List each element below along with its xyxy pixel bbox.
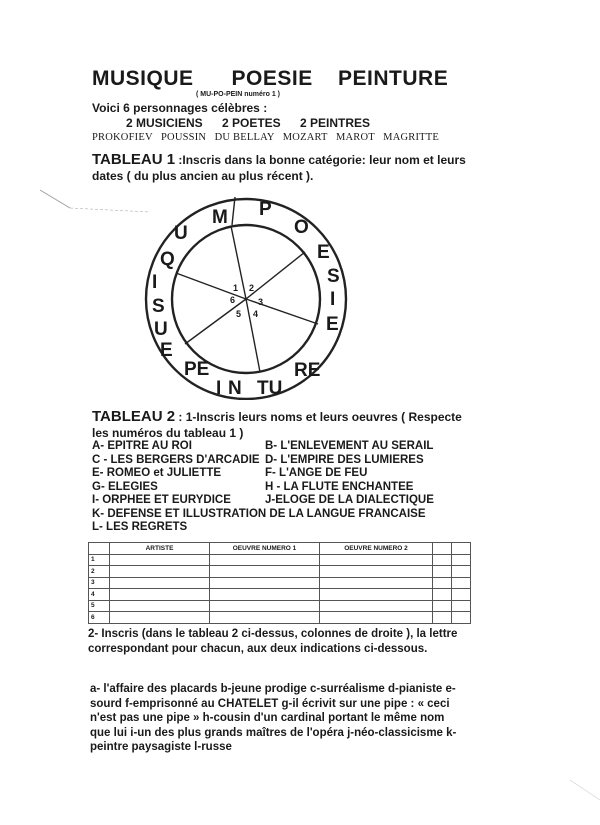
- work-j: J-ELOGE DE LA DIALECTIQUE: [265, 494, 434, 506]
- wheel-letter: P: [259, 199, 272, 220]
- wheel-letter: TU: [257, 378, 283, 399]
- row-number: 1: [89, 554, 110, 566]
- letter-cell[interactable]: [452, 577, 471, 589]
- wheel-letter: M: [212, 207, 228, 228]
- wheel-letter: E: [326, 314, 339, 335]
- wheel-letter: I: [152, 272, 158, 293]
- wheel-letter: Q: [160, 249, 175, 270]
- artiste-cell[interactable]: [110, 554, 210, 566]
- letter-cell[interactable]: [433, 577, 452, 589]
- letter-cell[interactable]: [433, 600, 452, 612]
- oeuvre2-cell[interactable]: [320, 566, 433, 578]
- oeuvre1-cell[interactable]: [210, 554, 320, 566]
- oeuvre2-cell[interactable]: [320, 577, 433, 589]
- artiste-cell[interactable]: [110, 589, 210, 601]
- table-header-cell: ARTISTE: [110, 543, 210, 555]
- sector-number: 3: [258, 297, 264, 307]
- answer-table: [88, 542, 471, 624]
- table-row: [89, 612, 471, 624]
- oeuvre2-cell[interactable]: [320, 612, 433, 624]
- artiste-cell[interactable]: [110, 612, 210, 624]
- artist-names: PROKOFIEV POUSSIN DU BELLAY MOZART MAROT MAGRITTE: [92, 132, 440, 143]
- works-row: [92, 454, 482, 468]
- works-row: [92, 467, 482, 481]
- tableau2-block: [92, 409, 477, 441]
- artiste-cell[interactable]: [110, 577, 210, 589]
- wheel-letter: E: [160, 340, 173, 361]
- oeuvre1-cell[interactable]: [210, 577, 320, 589]
- letter-cell[interactable]: [433, 554, 452, 566]
- letter-cell[interactable]: [433, 612, 452, 624]
- intro-text: Voici 6 personnages célèbres :: [92, 101, 268, 115]
- oeuvre2-cell[interactable]: [320, 600, 433, 612]
- row-number: 6: [89, 612, 110, 624]
- letter-cell[interactable]: [433, 589, 452, 601]
- work-a: A- EPITRE AU ROI: [92, 440, 192, 452]
- oeuvre1-cell[interactable]: [210, 589, 320, 601]
- wheel-letter: S: [327, 266, 340, 287]
- page-title: MUSIQUE POESIE PEINTURE: [92, 67, 449, 90]
- tableau2-heading: TABLEAU 2: [92, 408, 176, 425]
- wheel-letter: O: [294, 217, 309, 238]
- table-row: [89, 589, 471, 601]
- work-e: E- ROMEO et JULIETTE: [92, 467, 222, 479]
- work-l: L- LES REGRETS: [92, 521, 188, 533]
- sector-number: 4: [253, 309, 259, 319]
- hints-list: a- l'affaire des placards b-jeune prodige c-surréalisme d-pianiste e-sourd f-emprisonné au CHATELET g-il écrivit sur une pipe : « ceci n'est pas une pipe » h-cousin d'un cardinal portant le même nom que lui i-un des plus grands maîtres de l'opéra j-néo-classicisme k-peintre paysagiste l-russe: [90, 683, 457, 753]
- oeuvre2-cell[interactable]: [320, 589, 433, 601]
- work-k: K- DEFENSE ET ILLUSTRATION DE LA LANGUE FRANCAISE: [92, 507, 426, 520]
- category-musiciens: 2 MUSICIENS: [126, 116, 203, 130]
- works-row: [92, 440, 482, 454]
- table-row: [89, 566, 471, 578]
- sector-number: 2: [249, 283, 255, 293]
- table-header-cell: OEUVRE NUMERO 1: [210, 543, 320, 555]
- table-header-cell: [452, 543, 471, 555]
- oeuvre1-cell[interactable]: [210, 612, 320, 624]
- wheel-letter: U: [154, 319, 168, 340]
- oeuvre2-cell[interactable]: [320, 554, 433, 566]
- table-header-row: [89, 543, 471, 555]
- wheel-letter: N: [228, 378, 242, 399]
- work-d: D- L'EMPIRE DES LUMIERES: [265, 453, 424, 466]
- letter-cell[interactable]: [452, 612, 471, 624]
- works-list: [92, 440, 482, 535]
- wheel-letter: I: [216, 378, 222, 399]
- row-number: 4: [89, 589, 110, 601]
- wheel-letter: PE: [184, 359, 210, 380]
- wheel-letter: I: [330, 289, 336, 310]
- work-i: I- ORPHEE ET EURYDICE: [92, 494, 231, 506]
- sector-number: 1: [233, 283, 239, 293]
- sector-number: 5: [236, 309, 242, 319]
- oeuvre1-cell[interactable]: [210, 566, 320, 578]
- work-c: C - LES BERGERS D'ARCADIE: [92, 453, 260, 466]
- works-row: [92, 494, 482, 508]
- letter-cell[interactable]: [452, 600, 471, 612]
- question-2: 2- Inscris (dans le tableau 2 ci-dessus, colonnes de droite ), la lettre correspondant pour chacun, aux deux indications ci-dessous.: [88, 628, 458, 655]
- category-peintres: 2 PEINTRES: [300, 116, 371, 130]
- category-wheel: [140, 195, 360, 400]
- work-g: G- ELEGIES: [92, 480, 158, 493]
- tableau1-heading: TABLEAU 1: [92, 151, 176, 168]
- table-header-cell: [89, 543, 110, 555]
- wheel-letter: RE: [294, 360, 321, 381]
- letter-cell[interactable]: [452, 566, 471, 578]
- wheel-letter: S: [152, 296, 165, 317]
- table-row: [89, 577, 471, 589]
- work-h: H - LA FLUTE ENCHANTEE: [265, 480, 414, 493]
- letter-cell[interactable]: [452, 589, 471, 601]
- table-header-cell: OEUVRE NUMERO 2: [320, 543, 433, 555]
- wheel-letter: U: [174, 223, 188, 244]
- table-header-cell: [433, 543, 452, 555]
- table-row: [89, 554, 471, 566]
- wheel-letter: E: [317, 242, 330, 263]
- work-b: B- L'ENLEVEMENT AU SERAIL: [265, 440, 434, 452]
- row-number: 5: [89, 600, 110, 612]
- row-number: 2: [89, 566, 110, 578]
- letter-cell[interactable]: [433, 566, 452, 578]
- works-row: [92, 481, 482, 495]
- row-number: 3: [89, 577, 110, 589]
- category-poetes: 2 POETES: [222, 116, 281, 130]
- table-row: [89, 600, 471, 612]
- page-subtitle: ( MU-PO-PEIN numéro 1 ): [196, 91, 281, 98]
- artiste-cell[interactable]: [110, 566, 210, 578]
- tableau2-instruction: : 1-Inscris leurs noms et leurs oeuvres ( Respecte les numéros du tableau 1 ): [92, 410, 462, 440]
- sector-number: 6: [230, 295, 236, 305]
- oeuvre1-cell[interactable]: [210, 600, 320, 612]
- letter-cell[interactable]: [452, 554, 471, 566]
- work-f: F- L'ANGE DE FEU: [265, 467, 368, 479]
- artiste-cell[interactable]: [110, 600, 210, 612]
- tableau1-instruction: :Inscris dans la bonne catégorie: leur nom et leurs dates ( du plus ancien au plus récent ).: [92, 153, 466, 183]
